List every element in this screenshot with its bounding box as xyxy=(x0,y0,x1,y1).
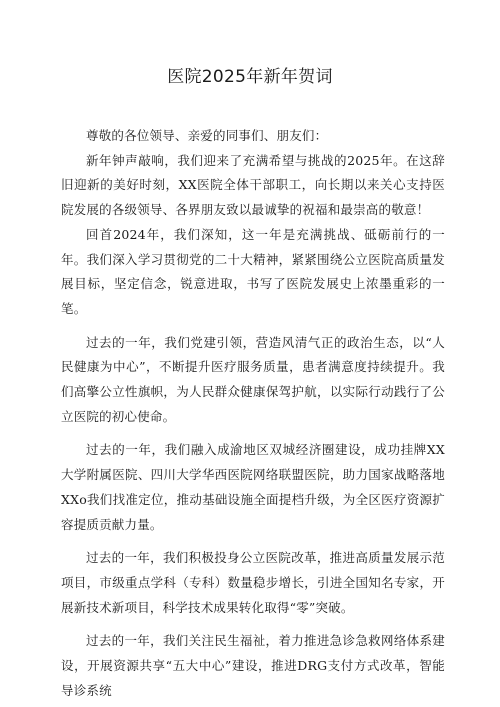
paragraph-public-welfare: 过去的一年，我们关注民生福祉，着力推进急诊急救网络体系建设，开展资源共享“五大中心”建设，推进DRG支付方式改革，智能导诊系统 xyxy=(61,633,445,698)
salutation: 尊敬的各位领导、亲爱的同事们、朋友们： xyxy=(86,128,328,143)
document-body xyxy=(61,124,445,703)
paragraph-party-building: 过去的一年，我们党建引领，营造风清气正的政治生态，以“人民健康为中心”，不断提升医疗服务质量，患者满意度持续提升。我们高擎公立性旗帜，为人民群众健康保驾护航，以实际行动践行了公立医院的初心使命。 xyxy=(61,334,445,424)
document-title: 医院2025年新年贺词 xyxy=(167,67,333,87)
paragraph-review-2024: 回首2024年，我们深知，这一年是充满挑战、砥砺前行的一年。我们深入学习贯彻党的二十大精神，紧紧围绕公立医院高质量发展目标，坚定信念，锐意进取，书写了医院发展史上浓墨重彩的一笔。 xyxy=(61,226,445,316)
paragraph-new-year-greeting: 新年钟声敲响，我们迎来了充满希望与挑战的2025年。在这辞旧迎新的美好时刻，XX医院全体干部职工，向长期以来关心支持医院发展的各级领导、各界朋友致以最诚挚的祝福和最崇高的敬意！ xyxy=(61,152,445,218)
paragraph-regional-integration: 过去的一年，我们融入成渝地区双城经济圈建设，成功挂牌XX大学附属医院、四川大学华西医院网络联盟医院，助力国家战略落地XXo我们找准定位，推动基础设施全面提档升级，为全区医疗资源扩容提质贡献力量。 xyxy=(61,442,445,532)
paragraph-hospital-reform: 过去的一年，我们积极投身公立医院改革，推进高质量发展示范项目，市级重点学科（专科）数量稳步增长，引进全国知名专家，开展新技术新项目，科学技术成果转化取得“零”突破。 xyxy=(61,550,445,615)
